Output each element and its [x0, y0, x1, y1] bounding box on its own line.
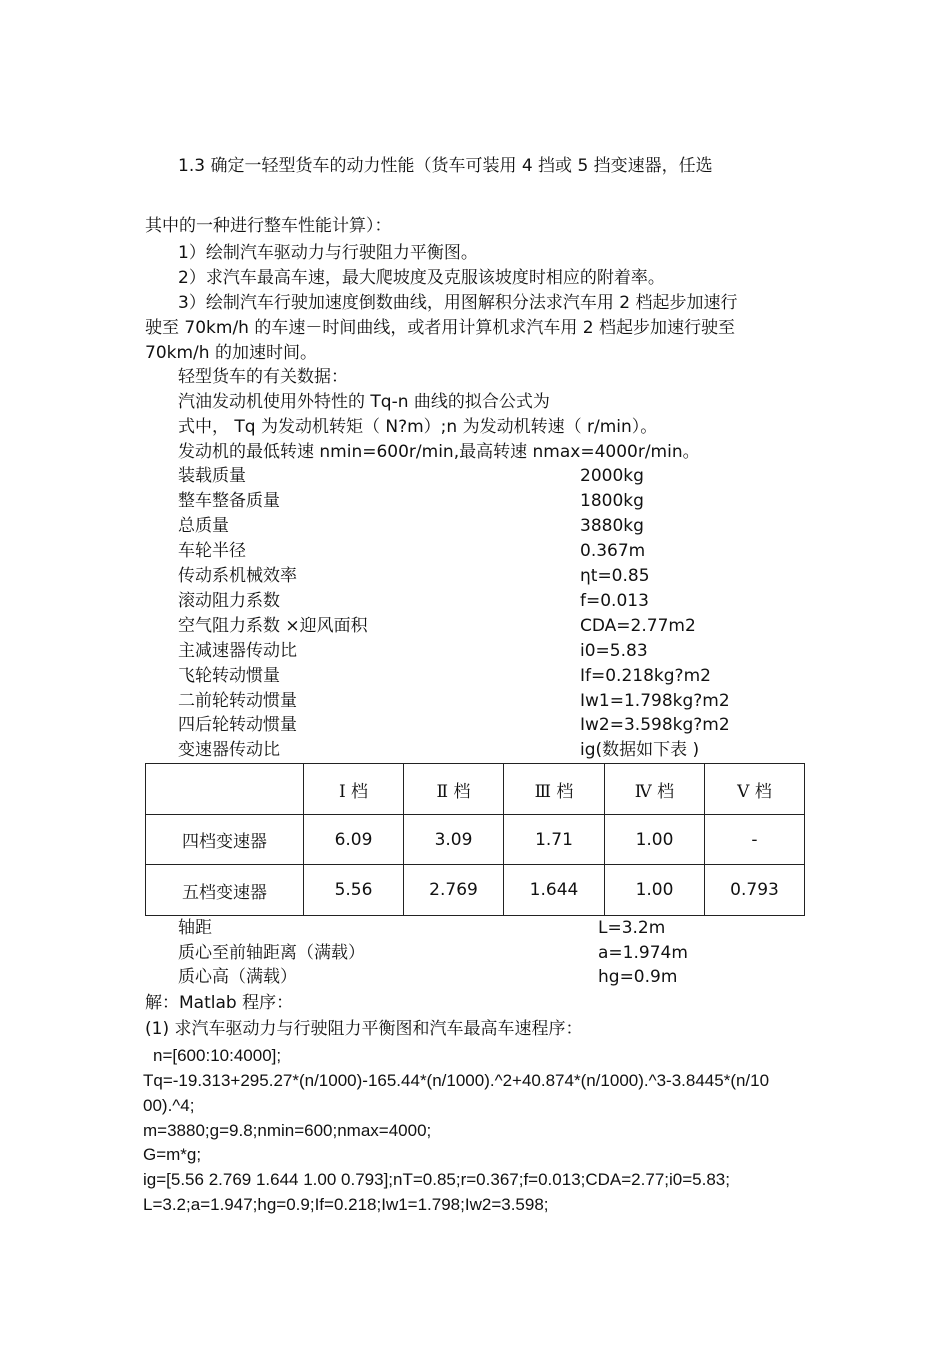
- engine-line: 发动机的最低转速 nmin=600r/min,最高转速 nmax=4000r/min。: [178, 442, 700, 462]
- param-label: 二前轮转动惯量: [178, 691, 297, 711]
- table-cell: 6.09: [304, 815, 404, 865]
- table-header-row: [146, 764, 805, 815]
- param-value: f=0.013: [580, 591, 649, 611]
- engine-line: 式中， Tq 为发动机转矩（ N?m）;n 为发动机转速（ r/min）。: [178, 417, 658, 437]
- code-line: L=3.2;a=1.947;hg=0.9;If=0.218;Iw1=1.798;Iw2=3.598;: [143, 1195, 549, 1214]
- task-line: 驶至 70km/h 的车速－时间曲线，或者用计算机求汽车用 2 档起步加速行驶至: [145, 318, 735, 338]
- param-label: 质心至前轴距离（满载）: [178, 943, 365, 963]
- table-header-cell: Ⅱ 档: [404, 764, 504, 815]
- table-cell: 1.644: [504, 865, 605, 916]
- table-cell: 四档变速器: [146, 815, 304, 865]
- param-value: i0=5.83: [580, 641, 648, 661]
- table-header-cell: Ⅴ 档: [705, 764, 805, 815]
- param-label: 空气阻力系数 ×迎风面积: [178, 616, 368, 636]
- param-value: 2000kg: [580, 466, 644, 486]
- table-header-cell: [146, 764, 304, 815]
- code-line: G=m*g;: [143, 1145, 202, 1164]
- table-row: [146, 865, 805, 916]
- param-value: ig(数据如下表 ): [580, 740, 700, 760]
- intro-line: 其中的一种进行整车性能计算）：: [145, 216, 392, 236]
- param-value: a=1.974m: [598, 943, 688, 963]
- step-heading: (1) 求汽车驱动力与行驶阻力平衡图和汽车最高车速程序：: [145, 1019, 583, 1039]
- table-cell: 2.769: [404, 865, 504, 916]
- data-heading: 轻型货车的有关数据：: [178, 367, 348, 387]
- param-label: 车轮半径: [178, 541, 246, 561]
- param-label: 整车整备质量: [178, 491, 280, 511]
- table-header-cell: Ⅲ 档: [504, 764, 605, 815]
- task-line: 1）绘制汽车驱动力与行驶阻力平衡图。: [178, 243, 478, 263]
- table-cell: 五档变速器: [146, 865, 304, 916]
- param-value: ηt=0.85: [580, 566, 650, 586]
- task-line: 70km/h 的加速时间。: [145, 343, 317, 363]
- table-cell: -: [705, 815, 805, 865]
- gear-ratio-table: [145, 763, 805, 916]
- table-cell: 0.793: [705, 865, 805, 916]
- param-value: 3880kg: [580, 516, 644, 536]
- param-label: 四后轮转动惯量: [178, 715, 297, 735]
- param-label: 总质量: [178, 516, 229, 536]
- code-line: Tq=-19.313+295.27*(n/1000)-165.44*(n/1000).^2+40.874*(n/1000).^3-3.8445*(n/10: [143, 1071, 770, 1090]
- task-line: 2）求汽车最高车速，最大爬坡度及克服该坡度时相应的附着率。: [178, 268, 665, 288]
- table-cell: 3.09: [404, 815, 504, 865]
- param-value: hg=0.9m: [598, 967, 678, 987]
- code-line: ig=[5.56 2.769 1.644 1.00 0.793];nT=0.85;r=0.367;f=0.013;CDA=2.77;i0=5.83;: [143, 1170, 730, 1189]
- param-value: 0.367m: [580, 541, 646, 561]
- table-header-cell: Ⅳ 档: [605, 764, 705, 815]
- task-line: 3）绘制汽车行驶加速度倒数曲线，用图解积分法求汽车用 2 档起步加速行: [178, 293, 738, 313]
- title-line: 1.3 确定一轻型货车的动力性能（货车可装用 4 挡或 5 挡变速器，任选: [178, 156, 713, 176]
- param-value: 1800kg: [580, 491, 644, 511]
- engine-line: 汽油发动机使用外特性的 Tq-n 曲线的拟合公式为: [178, 392, 550, 412]
- table-cell: 1.00: [605, 865, 705, 916]
- code-line: n=[600:10:4000];: [153, 1046, 282, 1065]
- param-label: 传动系机械效率: [178, 566, 297, 586]
- table-cell: 5.56: [304, 865, 404, 916]
- code-line: 00).^4;: [143, 1096, 195, 1115]
- param-value: L=3.2m: [598, 918, 666, 938]
- table-cell: 1.00: [605, 815, 705, 865]
- table-cell: 1.71: [504, 815, 605, 865]
- solution-heading: 解：Matlab 程序：: [145, 993, 294, 1013]
- table-header-cell: Ⅰ 档: [304, 764, 404, 815]
- param-label: 装载质量: [178, 466, 246, 486]
- param-value: If=0.218kg?m2: [580, 666, 711, 686]
- param-label: 质心高（满载）: [178, 967, 297, 987]
- param-value: CDA=2.77m2: [580, 616, 696, 636]
- param-label: 轴距: [178, 918, 212, 938]
- param-label: 飞轮转动惯量: [178, 666, 280, 686]
- param-value: Iw1=1.798kg?m2: [580, 691, 730, 711]
- table-row: [146, 815, 805, 865]
- param-label: 主减速器传动比: [178, 641, 297, 661]
- code-line: m=3880;g=9.8;nmin=600;nmax=4000;: [143, 1121, 432, 1140]
- param-value: Iw2=3.598kg?m2: [580, 715, 730, 735]
- param-label: 变速器传动比: [178, 740, 280, 760]
- param-label: 滚动阻力系数: [178, 591, 280, 611]
